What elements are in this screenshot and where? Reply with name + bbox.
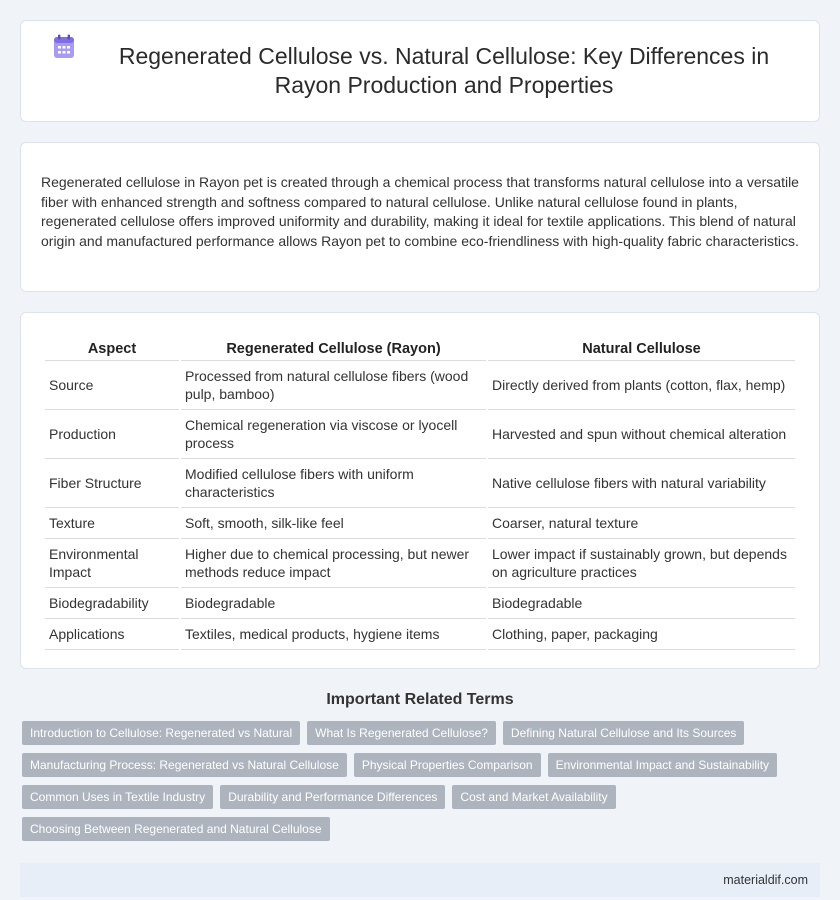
related-term-link[interactable]: Physical Properties Comparison	[354, 753, 541, 777]
cell-aspect: Fiber Structure	[45, 459, 179, 508]
table-row	[45, 539, 795, 588]
related-terms-title: Important Related Terms	[326, 691, 514, 708]
cell-natural: Lower impact if sustainably grown, but depends on agriculture practices	[488, 539, 795, 588]
header-natural: Natural Cellulose	[488, 338, 795, 361]
comparison-table-card	[20, 312, 820, 669]
related-term-link[interactable]: Introduction to Cellulose: Regenerated vs Natural	[22, 721, 300, 745]
related-term-link[interactable]: Environmental Impact and Sustainability	[548, 753, 777, 777]
title-card	[20, 20, 820, 122]
related-term-link[interactable]: Choosing Between Regenerated and Natural Cellulose	[22, 817, 330, 841]
cell-natural: Directly derived from plants (cotton, flax, hemp)	[488, 361, 795, 410]
cell-aspect: Biodegradability	[45, 588, 179, 619]
related-term-link[interactable]: Manufacturing Process: Regenerated vs Natural Cellulose	[22, 753, 347, 777]
cell-regenerated: Textiles, medical products, hygiene items	[181, 619, 486, 650]
related-term-link[interactable]: Common Uses in Textile Industry	[22, 785, 213, 809]
table-row	[45, 459, 795, 508]
related-terms-tags	[20, 721, 820, 849]
cell-natural: Harvested and spun without chemical alteration	[488, 410, 795, 459]
cell-aspect: Environmental Impact	[45, 539, 179, 588]
intro-paragraph: Regenerated cellulose in Rayon pet is created through a chemical process that transforms natural cellulose into a versatile fiber with enhanced strength and softness compared to natural cellulose. Unlike natural cellulose found in plants, regenerated cellulose offers improved uniformity and durability, making it ideal for textile applications. This blend of natural origin and manufactured performance allows Rayon pet to combine eco-friendliness with high-quality fabric characteristics.	[41, 174, 799, 249]
table-header-row	[45, 338, 795, 361]
site-link[interactable]: materialdif.com	[723, 873, 808, 887]
title-wrap	[51, 42, 789, 100]
intro-card	[20, 142, 820, 292]
cell-regenerated: Chemical regeneration via viscose or lyocell process	[181, 410, 486, 459]
cell-regenerated: Higher due to chemical processing, but newer methods reduce impact	[181, 539, 486, 588]
table-row	[45, 619, 795, 650]
cell-aspect: Texture	[45, 508, 179, 539]
related-term-link[interactable]: Cost and Market Availability	[452, 785, 615, 809]
cell-aspect: Production	[45, 410, 179, 459]
header-aspect: Aspect	[45, 338, 179, 361]
table-row	[45, 410, 795, 459]
cell-regenerated: Modified cellulose fibers with uniform characteristics	[181, 459, 486, 508]
table-row	[45, 588, 795, 619]
comparison-table	[43, 338, 797, 650]
cell-natural: Biodegradable	[488, 588, 795, 619]
cell-regenerated: Processed from natural cellulose fibers (wood pulp, bamboo)	[181, 361, 486, 410]
cell-natural: Clothing, paper, packaging	[488, 619, 795, 650]
footer	[20, 863, 820, 897]
cell-aspect: Source	[45, 361, 179, 410]
cell-regenerated: Soft, smooth, silk-like feel	[181, 508, 486, 539]
table-row	[45, 508, 795, 539]
cell-regenerated: Biodegradable	[181, 588, 486, 619]
page-title: Regenerated Cellulose vs. Natural Cellulose: Key Differences in Rayon Production and Properties	[118, 43, 770, 98]
cell-natural: Coarser, natural texture	[488, 508, 795, 539]
table-row	[45, 361, 795, 410]
related-term-link[interactable]: Defining Natural Cellulose and Its Sources	[503, 721, 744, 745]
related-term-link[interactable]: What Is Regenerated Cellulose?	[307, 721, 496, 745]
document-icon	[51, 34, 77, 60]
cell-aspect: Applications	[45, 619, 179, 650]
header-regenerated: Regenerated Cellulose (Rayon)	[181, 338, 486, 361]
related-term-link[interactable]: Durability and Performance Differences	[220, 785, 445, 809]
cell-natural: Native cellulose fibers with natural variability	[488, 459, 795, 508]
